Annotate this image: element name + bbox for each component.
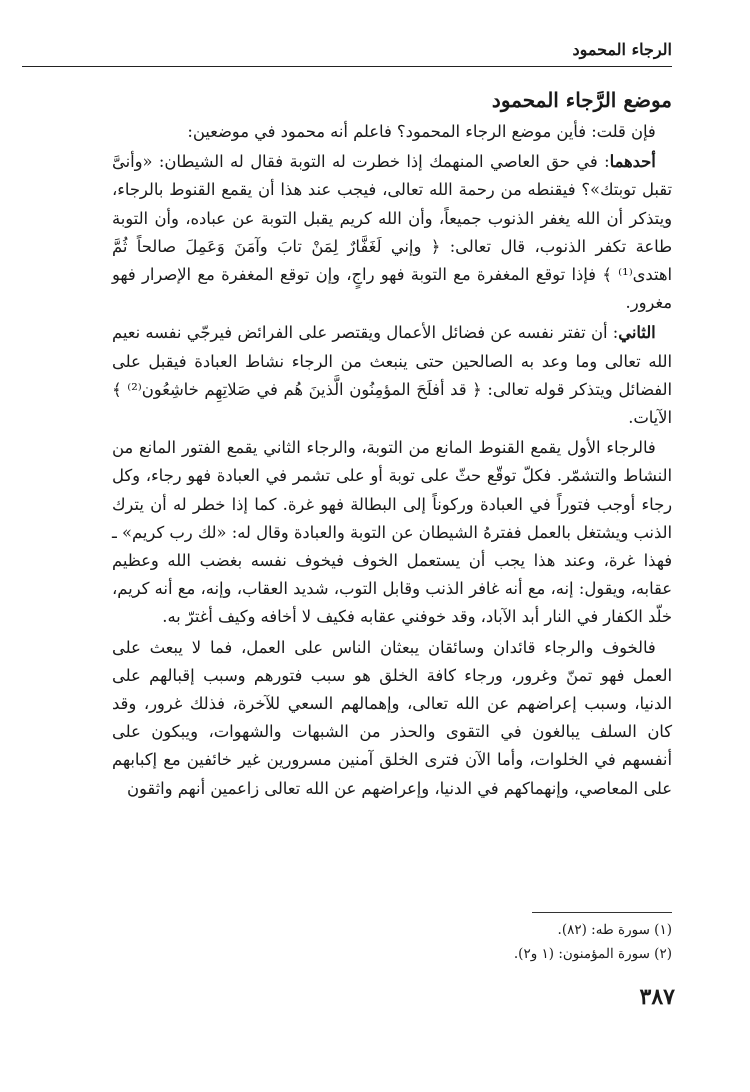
footnote-2: (٢) سورة المؤمنون: (١ و٢). <box>513 946 672 962</box>
paragraph-5 <box>112 634 672 803</box>
paragraph-5-text: فالخوف والرجاء قائدان وسائقان يبعثان الناس على العمل، فما لا يبعث على العمل فهو تمنّ وغرور، ورجاء كافة الخلق هو سبب فتورهم وسبب إقبالهم على الدنيا، وسبب إعراضهم عن الله تعالى، وإهمالهم السعي للآخرة، فذلك غرور، وقد كان السلف يبالغون في التقوى والحذر من الشبهات والشهوات، ويبكون على أنفسهم في الخلوات، وأما الآن فترى الخلق آمنين مسرورين غير خائفين مع إكبابهم على المعاصي، وإنهماكهم في الدنيا، وإعراضهم عن الله تعالى زاعمين أنهم واثقون <box>112 637 672 798</box>
paragraph-4-text: فالرجاء الأول يقمع القنوط المانع من التوبة، والرجاء الثاني يقمع الفتور المانع من النشاط والتشمّر. فكلّ توقّع حثّ على توبة أو على تشمر في العبادة فهو رجاء، وكل رجاء أوجب فتوراً في العبادة وركوناً إلى البطالة فهو غرة. كما إذا خطر له أن يترك الذنب ويشتغل بالعمل ففترهُ الشيطان عن التوبة والعبادة وقال له: «لك رب كريم» ـ فهذا غرة، وعند هذا يجب أن يستعمل الخوف فيخوف نفسه بغضب الله وعظيم عقابه، ويقول: إنه، مع أنه غافر الذنب وقابل التوب، شديد العقاب، وإنه، مع أنه كريم، خلّد الكفار في النار أبد الآباد، وقد خوفني عقابه فكيف لا أخافه وكيف أغترّ به. <box>112 438 672 627</box>
paragraph-2-lead: أحدهما <box>609 152 656 172</box>
paragraph-2 <box>112 148 672 317</box>
paragraph-3 <box>112 319 672 432</box>
paragraph-1-text: فإن قلت: فأين موضع الرجاء المحمود؟ فاعلم أنه محمود في موضعين: <box>187 122 656 141</box>
body-text <box>112 118 672 803</box>
paragraph-1 <box>112 118 672 146</box>
paragraph-2-text: : في حق العاصي المنهمك إذا خطرت له التوبة فقال له الشيطان: «وأنىَّ تقبل توبتك»؟ فيقنطه من رحمة الله تعالى، فيجب عند هذا أن يقمع القنوط بالرجاء، ويتذكر أن الله يغفر الذنوب جميعاً، وأن الله كريم يقبل التوبة عن عباده، وأن التوبة طاعة تكفر الذنوب، قال تعالى: ﴿ وإني لَغَفَّارٌ لِمَنْ تابَ وآمَنَ وَعَمِلَ صالحاً ثُمَّ اهتدى⁽¹⁾ ﴾ فإذا توقع المغفرة مع التوبة فهو راجٍ، وإن توقع المغفرة مع الإصرار فهو مغرور. <box>112 152 672 313</box>
footnote-rule <box>532 912 672 913</box>
paragraph-3-lead: الثاني <box>618 323 656 343</box>
paragraph-4 <box>112 434 672 631</box>
paragraph-3-text: : أن تفتر نفسه عن فضائل الأعمال ويقتصر على الفرائض فيرجّي نفسه نعيم الله تعالى وما وعد به الصالحين حتى ينبعث من الرجاء نشاط العبادة فيقبل على الفضائل ويتذكر قوله تعالى: ﴿ قد أفلَحَ المؤمِنُون الَّذينَ هُم في صَلاتِهِم خاشِعُون⁽²⁾ ﴾ الآيات. <box>112 323 672 428</box>
footnote-1: (١) سورة طه: (٨٢). <box>557 922 672 938</box>
footnotes <box>112 918 672 966</box>
page-number: ٣٨٧ <box>639 984 675 1010</box>
running-header: الرجاء المحمود <box>572 40 672 59</box>
header-rule <box>22 66 672 67</box>
section-title: موضع الرَّجاء المحمود <box>491 88 672 112</box>
